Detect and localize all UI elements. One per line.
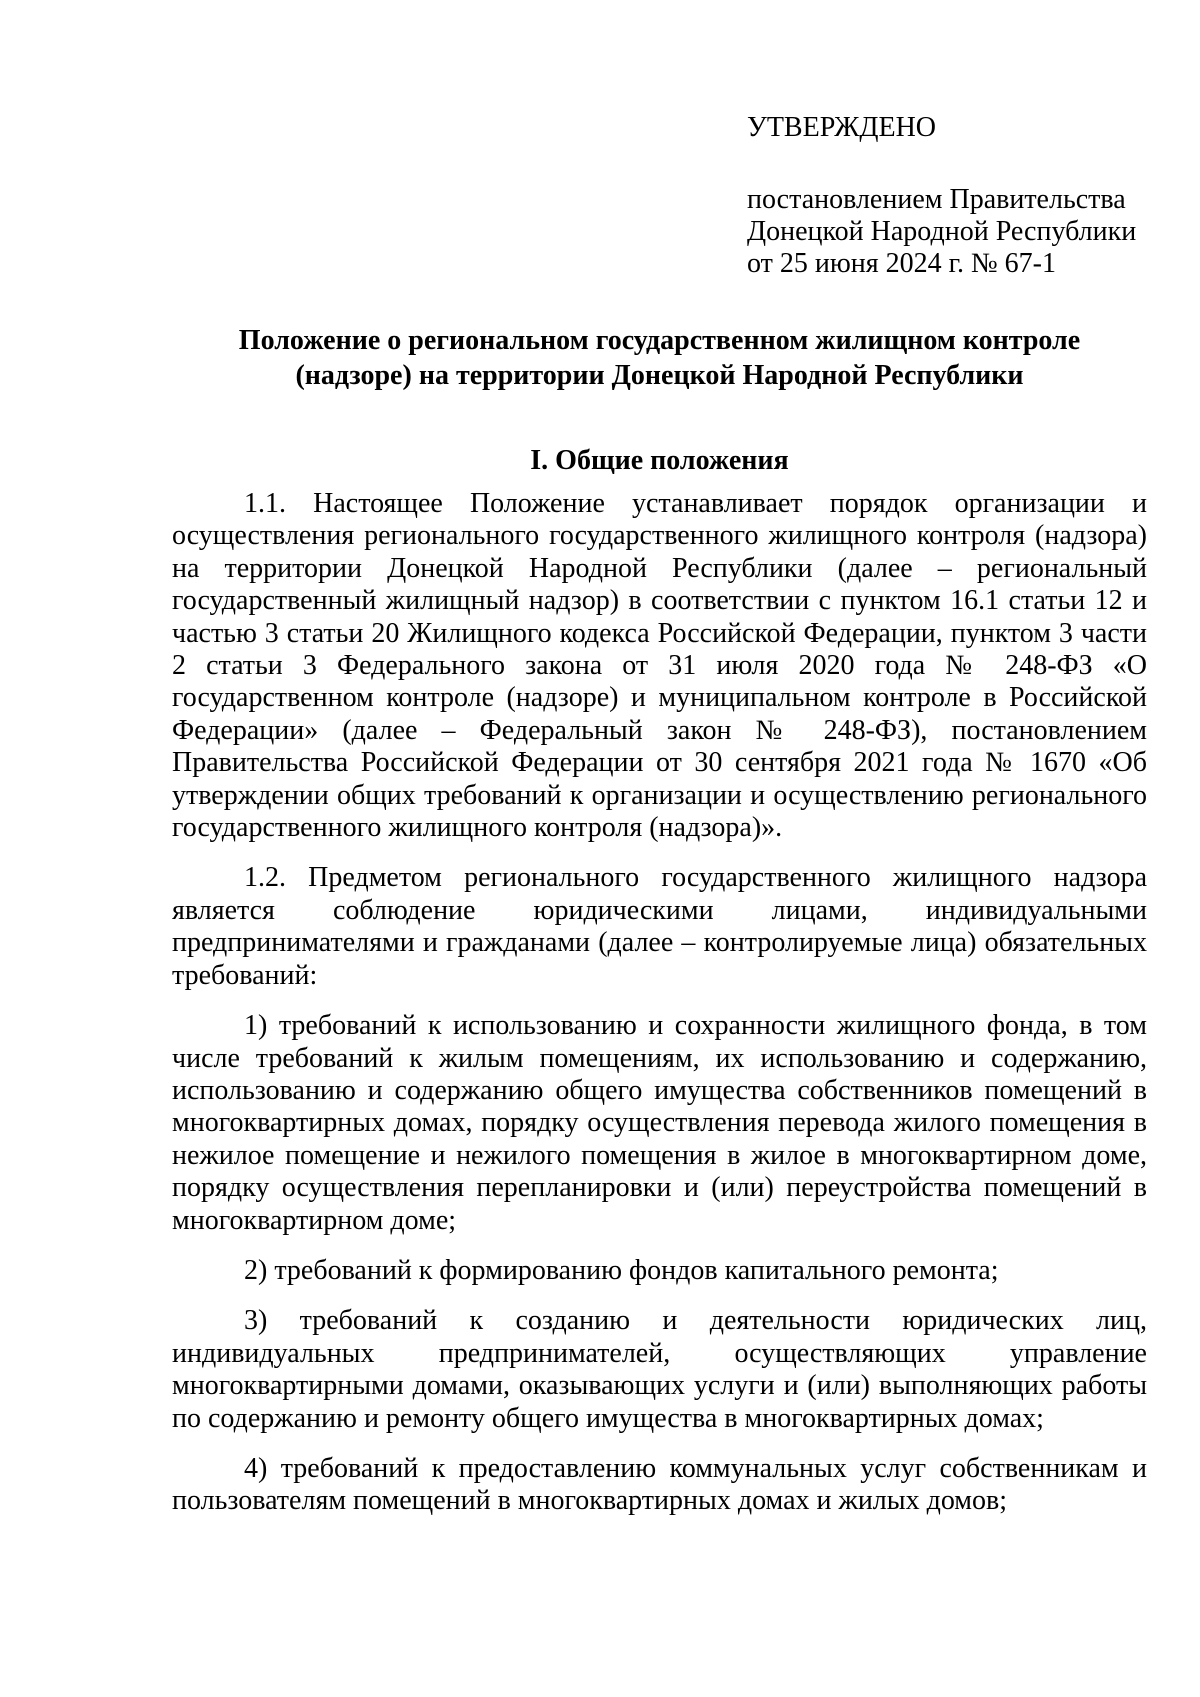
approval-line-3: от 25 июня 2024 г. № 67-1 [747,248,1056,279]
document-title-line-1: Положение о региональном государственном жилищном контроле [238,325,1081,356]
approval-block [747,112,1167,280]
approval-line-1: постановлением Правительства [747,184,1126,215]
list-item-2: 2) требований к формированию фондов капитального ремонта; [244,1254,999,1286]
document-title [172,323,1147,393]
list-item-1: 1) требований к использованию и сохранности жилищного фонда, в том числе требований к жилым помещениям, их использованию и содержанию, использованию и содержанию общего имущества собственников помещений в многоквартирных домах, порядку осуществления перевода жилого помещения в нежилое помещение и нежилого помещения в жилое в многоквартирном доме, порядку осуществления перепланировки и (или) переустройства помещений в многоквартирном доме; [172,1010,1147,1236]
document-title-line-2: (надзоре) на территории Донецкой Народной Республики [295,360,1024,391]
approval-heading: УТВЕРЖДЕНО [747,112,937,143]
paragraph-1-1: 1.1. Настоящее Положение устанавливает порядок организации и осуществления регионального государственного жилищного контроля (надзора) на территории Донецкой Народной Республики (далее – региональный государственный жилищный надзор) в соответствии с пунктом 16.1 статьи 12 и частью 3 статьи 20 Жилищного кодекса Российской Федерации, пунктом 3 части 2 статьи 3 Федерального закона от 31 июля 2020 года № 248-ФЗ «О государственном контроле (надзоре) и муниципальном контроле в Российской Федерации» (далее – Федеральный закон № 248-ФЗ), постановлением Правительства Российской Федерации от 30 сентября 2021 года № 1670 «Об утверждении общих требований к организации и осуществлению регионального государственного жилищного контроля (надзора)». [172,488,1147,844]
section-heading: I. Общие положения [530,445,789,476]
list-item-4: 4) требований к предоставлению коммунальных услуг собственникам и пользователям помещений в многоквартирных домах и жилых домов; [172,1452,1147,1517]
approval-line-2: Донецкой Народной Республики [747,216,1137,247]
paragraph-1-2: 1.2. Предметом регионального государственного жилищного надзора является соблюдение юридическими лицами, индивидуальными предпринимателями и гражданами (далее – контролируемые лица) обязательных требований: [172,862,1147,991]
list-item-3: 3) требований к созданию и деятельности юридических лиц, индивидуальных предпринимателей, осуществляющих управление многоквартирными домами, оказывающих услуги и (или) выполняющих работы по содержанию и ремонту общего имущества в многоквартирных домах; [172,1305,1147,1434]
document-body [172,488,1147,1518]
